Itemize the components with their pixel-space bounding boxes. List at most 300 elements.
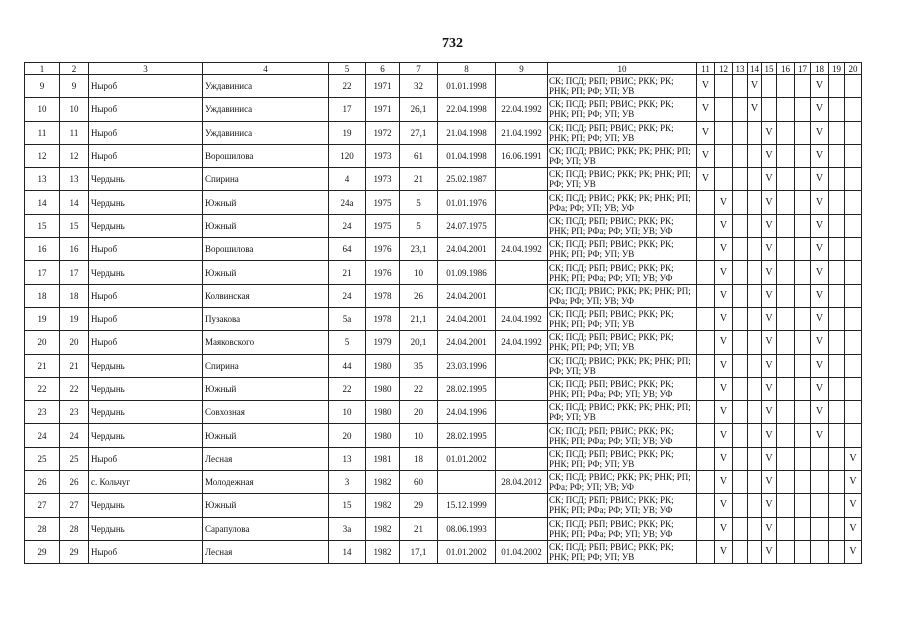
house-number-cell: 14 (329, 540, 366, 563)
table-row (25, 214, 862, 237)
date-2-cell: 24.04.1992 (496, 307, 548, 330)
street-cell: Южный (203, 377, 329, 400)
street-cell: Южный (203, 214, 329, 237)
mark-cell-19 (829, 471, 845, 494)
street-cell: Южный (203, 261, 329, 284)
mark-cell-15: V (762, 284, 777, 307)
mark-cell-14 (748, 144, 762, 167)
mark-cell-16 (777, 144, 795, 167)
year-cell: 1980 (366, 377, 400, 400)
mark-cell-17 (795, 494, 811, 517)
mark-cell-11: V (697, 98, 715, 121)
value-cell: 21,1 (400, 307, 438, 330)
mark-cell-12: V (715, 261, 733, 284)
street-cell: Южный (203, 494, 329, 517)
mark-cell-15: V (762, 517, 777, 540)
house-number-cell: 22 (329, 75, 366, 98)
row-number-cell: 21 (25, 354, 60, 377)
row-number-cell: 12 (25, 144, 60, 167)
mark-cell-12: V (715, 517, 733, 540)
settlement-cell: Чердынь (89, 401, 203, 424)
mark-cell-13 (733, 261, 748, 284)
record-number-cell: 26 (60, 471, 89, 494)
mark-cell-14 (748, 261, 762, 284)
column-header-10: 10 (548, 63, 697, 75)
codes-cell: СК; ПСД; РВИС; РКК; РК; РНК; РП; РФа; РФ; УП; УВ; УФ (548, 191, 697, 214)
mark-cell-20 (845, 261, 862, 284)
mark-cell-18 (811, 540, 829, 563)
column-header-7: 7 (400, 63, 438, 75)
table-row (25, 424, 862, 447)
mark-cell-13 (733, 424, 748, 447)
value-cell: 23,1 (400, 238, 438, 261)
column-header-15: 15 (762, 63, 777, 75)
date-1-cell: 21.04.1998 (438, 121, 496, 144)
record-number-cell: 25 (60, 447, 89, 470)
house-number-cell: 20 (329, 424, 366, 447)
mark-cell-17 (795, 121, 811, 144)
mark-cell-17 (795, 517, 811, 540)
mark-cell-11 (697, 401, 715, 424)
mark-cell-12: V (715, 447, 733, 470)
mark-cell-15 (762, 98, 777, 121)
mark-cell-15: V (762, 354, 777, 377)
mark-cell-17 (795, 75, 811, 98)
year-cell: 1982 (366, 517, 400, 540)
column-header-12: 12 (715, 63, 733, 75)
mark-cell-11 (697, 191, 715, 214)
date-2-cell (496, 261, 548, 284)
record-number-cell: 23 (60, 401, 89, 424)
mark-cell-15: V (762, 401, 777, 424)
mark-cell-13 (733, 121, 748, 144)
house-number-cell: 24а (329, 191, 366, 214)
mark-cell-13 (733, 144, 748, 167)
column-header-3: 3 (89, 63, 203, 75)
mark-cell-15: V (762, 447, 777, 470)
mark-cell-14 (748, 377, 762, 400)
value-cell: 21 (400, 168, 438, 191)
mark-cell-17 (795, 214, 811, 237)
settlement-cell: Чердынь (89, 494, 203, 517)
mark-cell-15: V (762, 214, 777, 237)
mark-cell-17 (795, 401, 811, 424)
row-number-cell: 29 (25, 540, 60, 563)
table-row (25, 261, 862, 284)
year-cell: 1980 (366, 401, 400, 424)
record-number-cell: 29 (60, 540, 89, 563)
date-2-cell (496, 401, 548, 424)
row-number-cell: 20 (25, 331, 60, 354)
settlement-cell: Ныроб (89, 121, 203, 144)
record-number-cell: 13 (60, 168, 89, 191)
record-number-cell: 11 (60, 121, 89, 144)
settlement-cell: Чердынь (89, 354, 203, 377)
codes-cell: СК; ПСД; РБП; РВИС; РКК; РК; РНК; РП; РФ; УП; УВ (548, 75, 697, 98)
row-number-cell: 24 (25, 424, 60, 447)
mark-cell-18: V (811, 331, 829, 354)
house-number-cell: 3а (329, 517, 366, 540)
record-number-cell: 12 (60, 144, 89, 167)
codes-cell: СК; ПСД; РВИС; РКК; РК; РНК; РП; РФ; УП; УВ (548, 168, 697, 191)
mark-cell-17 (795, 377, 811, 400)
record-number-cell: 28 (60, 517, 89, 540)
mark-cell-11 (697, 261, 715, 284)
mark-cell-20: V (845, 540, 862, 563)
codes-cell: СК; ПСД; РВИС; РКК; РК; РНК; РП; РФа; РФ; УП; УВ; УФ (548, 284, 697, 307)
mark-cell-12: V (715, 494, 733, 517)
value-cell: 61 (400, 144, 438, 167)
mark-cell-11 (697, 447, 715, 470)
mark-cell-16 (777, 168, 795, 191)
mark-cell-19 (829, 191, 845, 214)
record-number-cell: 21 (60, 354, 89, 377)
mark-cell-12 (715, 168, 733, 191)
mark-cell-18 (811, 447, 829, 470)
date-1-cell: 25.02.1987 (438, 168, 496, 191)
mark-cell-18: V (811, 354, 829, 377)
mark-cell-14 (748, 424, 762, 447)
street-cell: Ворошилова (203, 144, 329, 167)
settlement-cell: Чердынь (89, 261, 203, 284)
mark-cell-19 (829, 121, 845, 144)
value-cell: 18 (400, 447, 438, 470)
value-cell: 22 (400, 377, 438, 400)
date-2-cell: 21.04.1992 (496, 121, 548, 144)
settlement-cell: Чердынь (89, 168, 203, 191)
mark-cell-20 (845, 238, 862, 261)
mark-cell-13 (733, 191, 748, 214)
house-number-cell: 4 (329, 168, 366, 191)
value-cell: 17,1 (400, 540, 438, 563)
year-cell: 1976 (366, 261, 400, 284)
column-header-20: 20 (845, 63, 862, 75)
mark-cell-14 (748, 238, 762, 261)
mark-cell-18: V (811, 377, 829, 400)
codes-cell: СК; ПСД; РБП; РВИС; РКК; РК; РНК; РП; РФа; РФ; УП; УВ; УФ (548, 517, 697, 540)
codes-cell: СК; ПСД; РБП; РВИС; РКК; РК; РНК; РП; РФ; УП; УВ (548, 540, 697, 563)
mark-cell-16 (777, 377, 795, 400)
mark-cell-18: V (811, 168, 829, 191)
mark-cell-16 (777, 401, 795, 424)
street-cell: Спирина (203, 168, 329, 191)
mark-cell-18 (811, 471, 829, 494)
house-number-cell: 22 (329, 377, 366, 400)
row-number-cell: 18 (25, 284, 60, 307)
column-header-4: 4 (203, 63, 329, 75)
mark-cell-18 (811, 494, 829, 517)
settlement-cell: Чердынь (89, 191, 203, 214)
mark-cell-13 (733, 331, 748, 354)
date-2-cell (496, 168, 548, 191)
date-1-cell: 15.12.1999 (438, 494, 496, 517)
value-cell: 32 (400, 75, 438, 98)
table-row (25, 307, 862, 330)
year-cell: 1973 (366, 168, 400, 191)
mark-cell-12: V (715, 238, 733, 261)
mark-cell-15: V (762, 540, 777, 563)
mark-cell-18: V (811, 98, 829, 121)
year-cell: 1976 (366, 238, 400, 261)
house-number-cell: 24 (329, 214, 366, 237)
date-1-cell: 24.04.2001 (438, 331, 496, 354)
column-header-1: 1 (25, 63, 60, 75)
codes-cell: СК; ПСД; РВИС; РКК; РК; РНК; РП; РФа; РФ; УП; УВ; УФ (548, 471, 697, 494)
house-number-cell: 10 (329, 401, 366, 424)
date-2-cell (496, 284, 548, 307)
mark-cell-11 (697, 424, 715, 447)
table-row (25, 354, 862, 377)
street-cell: Южный (203, 191, 329, 214)
house-number-cell: 13 (329, 447, 366, 470)
date-2-cell (496, 494, 548, 517)
settlement-cell: Чердынь (89, 424, 203, 447)
year-cell: 1972 (366, 121, 400, 144)
mark-cell-14 (748, 494, 762, 517)
mark-cell-14 (748, 401, 762, 424)
mark-cell-17 (795, 284, 811, 307)
column-header-6: 6 (366, 63, 400, 75)
mark-cell-19 (829, 517, 845, 540)
mark-cell-11 (697, 284, 715, 307)
mark-cell-18 (811, 517, 829, 540)
mark-cell-11: V (697, 168, 715, 191)
mark-cell-20 (845, 98, 862, 121)
mark-cell-12 (715, 144, 733, 167)
street-cell: Молодежная (203, 471, 329, 494)
date-1-cell: 22.04.1998 (438, 98, 496, 121)
mark-cell-19 (829, 98, 845, 121)
year-cell: 1971 (366, 98, 400, 121)
table-row (25, 447, 862, 470)
date-2-cell: 01.04.2002 (496, 540, 548, 563)
row-number-cell: 14 (25, 191, 60, 214)
mark-cell-15: V (762, 331, 777, 354)
mark-cell-13 (733, 447, 748, 470)
mark-cell-15: V (762, 121, 777, 144)
mark-cell-14 (748, 331, 762, 354)
mark-cell-20: V (845, 447, 862, 470)
mark-cell-15: V (762, 261, 777, 284)
mark-cell-19 (829, 354, 845, 377)
mark-cell-16 (777, 98, 795, 121)
year-cell: 1978 (366, 284, 400, 307)
table-row (25, 168, 862, 191)
date-2-cell (496, 191, 548, 214)
mark-cell-20: V (845, 494, 862, 517)
column-header-9: 9 (496, 63, 548, 75)
year-cell: 1981 (366, 447, 400, 470)
mark-cell-18: V (811, 284, 829, 307)
date-2-cell (496, 75, 548, 98)
mark-cell-16 (777, 284, 795, 307)
page-number: 732 (442, 36, 463, 51)
mark-cell-19 (829, 307, 845, 330)
mark-cell-13 (733, 517, 748, 540)
mark-cell-15: V (762, 377, 777, 400)
mark-cell-18: V (811, 191, 829, 214)
mark-cell-14 (748, 354, 762, 377)
value-cell: 26,1 (400, 98, 438, 121)
column-header-2: 2 (60, 63, 89, 75)
mark-cell-14 (748, 447, 762, 470)
mark-cell-13 (733, 214, 748, 237)
mark-cell-20 (845, 214, 862, 237)
value-cell: 26 (400, 284, 438, 307)
settlement-cell: Ныроб (89, 540, 203, 563)
date-1-cell: 24.04.1996 (438, 401, 496, 424)
codes-cell: СК; ПСД; РБП; РВИС; РКК; РК; РНК; РП; РФа; РФ; УП; УВ; УФ (548, 214, 697, 237)
mark-cell-20 (845, 307, 862, 330)
column-header-19: 19 (829, 63, 845, 75)
mark-cell-13 (733, 284, 748, 307)
mark-cell-17 (795, 168, 811, 191)
record-number-cell: 15 (60, 214, 89, 237)
mark-cell-13 (733, 377, 748, 400)
value-cell: 29 (400, 494, 438, 517)
mark-cell-18: V (811, 214, 829, 237)
mark-cell-12: V (715, 471, 733, 494)
date-1-cell: 24.04.2001 (438, 307, 496, 330)
date-1-cell: 28.02.1995 (438, 377, 496, 400)
mark-cell-16 (777, 307, 795, 330)
year-cell: 1982 (366, 494, 400, 517)
codes-cell: СК; ПСД; РБП; РВИС; РКК; РК; РНК; РП; РФа; РФ; УП; УВ; УФ (548, 424, 697, 447)
date-1-cell: 23.03.1996 (438, 354, 496, 377)
mark-cell-16 (777, 331, 795, 354)
codes-cell: СК; ПСД; РБП; РВИС; РКК; РК; РНК; РП; РФа; РФ; УП; УВ; УФ (548, 494, 697, 517)
mark-cell-17 (795, 144, 811, 167)
settlement-cell: Ныроб (89, 75, 203, 98)
mark-cell-11 (697, 214, 715, 237)
row-number-cell: 25 (25, 447, 60, 470)
table-row (25, 284, 862, 307)
row-number-cell: 27 (25, 494, 60, 517)
mark-cell-14: V (748, 75, 762, 98)
mark-cell-12 (715, 98, 733, 121)
year-cell: 1975 (366, 214, 400, 237)
table-row (25, 238, 862, 261)
codes-cell: СК; ПСД; РБП; РВИС; РКК; РК; РНК; РП; РФ; УП; УВ (548, 238, 697, 261)
date-2-cell (496, 354, 548, 377)
row-number-cell: 17 (25, 261, 60, 284)
street-cell: Совхозная (203, 401, 329, 424)
mark-cell-14 (748, 168, 762, 191)
settlement-cell: Чердынь (89, 214, 203, 237)
table-row (25, 98, 862, 121)
date-1-cell (438, 471, 496, 494)
codes-cell: СК; ПСД; РВИС; РКК; РК; РНК; РП; РФ; УП; УВ (548, 144, 697, 167)
table-row (25, 121, 862, 144)
year-cell: 1978 (366, 307, 400, 330)
date-1-cell: 24.04.2001 (438, 284, 496, 307)
settlement-cell: Ныроб (89, 238, 203, 261)
mark-cell-11 (697, 354, 715, 377)
mark-cell-14 (748, 191, 762, 214)
table-row (25, 540, 862, 563)
settlement-cell: Ныроб (89, 331, 203, 354)
date-2-cell (496, 424, 548, 447)
mark-cell-16 (777, 471, 795, 494)
value-cell: 60 (400, 471, 438, 494)
street-cell: Южный (203, 424, 329, 447)
mark-cell-13 (733, 401, 748, 424)
mark-cell-16 (777, 121, 795, 144)
mark-cell-19 (829, 540, 845, 563)
date-1-cell: 08.06.1993 (438, 517, 496, 540)
year-cell: 1980 (366, 354, 400, 377)
mark-cell-18: V (811, 144, 829, 167)
street-cell: Пузакова (203, 307, 329, 330)
mark-cell-18: V (811, 307, 829, 330)
mark-cell-11 (697, 307, 715, 330)
row-number-cell: 19 (25, 307, 60, 330)
house-number-cell: 21 (329, 261, 366, 284)
record-number-cell: 9 (60, 75, 89, 98)
column-header-5: 5 (329, 63, 366, 75)
mark-cell-19 (829, 331, 845, 354)
mark-cell-17 (795, 471, 811, 494)
mark-cell-19 (829, 75, 845, 98)
mark-cell-20 (845, 191, 862, 214)
mark-cell-12: V (715, 284, 733, 307)
mark-cell-20 (845, 401, 862, 424)
settlement-cell: Чердынь (89, 517, 203, 540)
mark-cell-11: V (697, 75, 715, 98)
table-row (25, 494, 862, 517)
mark-cell-15: V (762, 238, 777, 261)
mark-cell-14 (748, 284, 762, 307)
mark-cell-13 (733, 238, 748, 261)
mark-cell-12: V (715, 424, 733, 447)
house-number-cell: 24 (329, 284, 366, 307)
mark-cell-17 (795, 98, 811, 121)
mark-cell-15: V (762, 424, 777, 447)
mark-cell-20 (845, 144, 862, 167)
row-number-cell: 11 (25, 121, 60, 144)
date-1-cell: 28.02.1995 (438, 424, 496, 447)
year-cell: 1979 (366, 331, 400, 354)
mark-cell-20 (845, 75, 862, 98)
mark-cell-17 (795, 354, 811, 377)
column-header-17: 17 (795, 63, 811, 75)
mark-cell-15 (762, 75, 777, 98)
codes-cell: СК; ПСД; РБП; РВИС; РКК; РК; РНК; РП; РФ; УП; УВ (548, 307, 697, 330)
mark-cell-13 (733, 168, 748, 191)
year-cell: 1971 (366, 75, 400, 98)
mark-cell-14 (748, 214, 762, 237)
house-number-cell: 17 (329, 98, 366, 121)
record-number-cell: 10 (60, 98, 89, 121)
mark-cell-18: V (811, 401, 829, 424)
value-cell: 20,1 (400, 331, 438, 354)
mark-cell-11 (697, 377, 715, 400)
mark-cell-17 (795, 238, 811, 261)
mark-cell-16 (777, 238, 795, 261)
mark-cell-11 (697, 238, 715, 261)
row-number-cell: 26 (25, 471, 60, 494)
mark-cell-15: V (762, 144, 777, 167)
house-number-cell: 44 (329, 354, 366, 377)
mark-cell-11 (697, 494, 715, 517)
codes-cell: СК; ПСД; РБП; РВИС; РКК; РК; РНК; РП; РФ; УП; УВ (548, 98, 697, 121)
date-2-cell (496, 447, 548, 470)
date-2-cell (496, 377, 548, 400)
mark-cell-13 (733, 354, 748, 377)
mark-cell-20 (845, 331, 862, 354)
column-header-13: 13 (733, 63, 748, 75)
mark-cell-16 (777, 494, 795, 517)
